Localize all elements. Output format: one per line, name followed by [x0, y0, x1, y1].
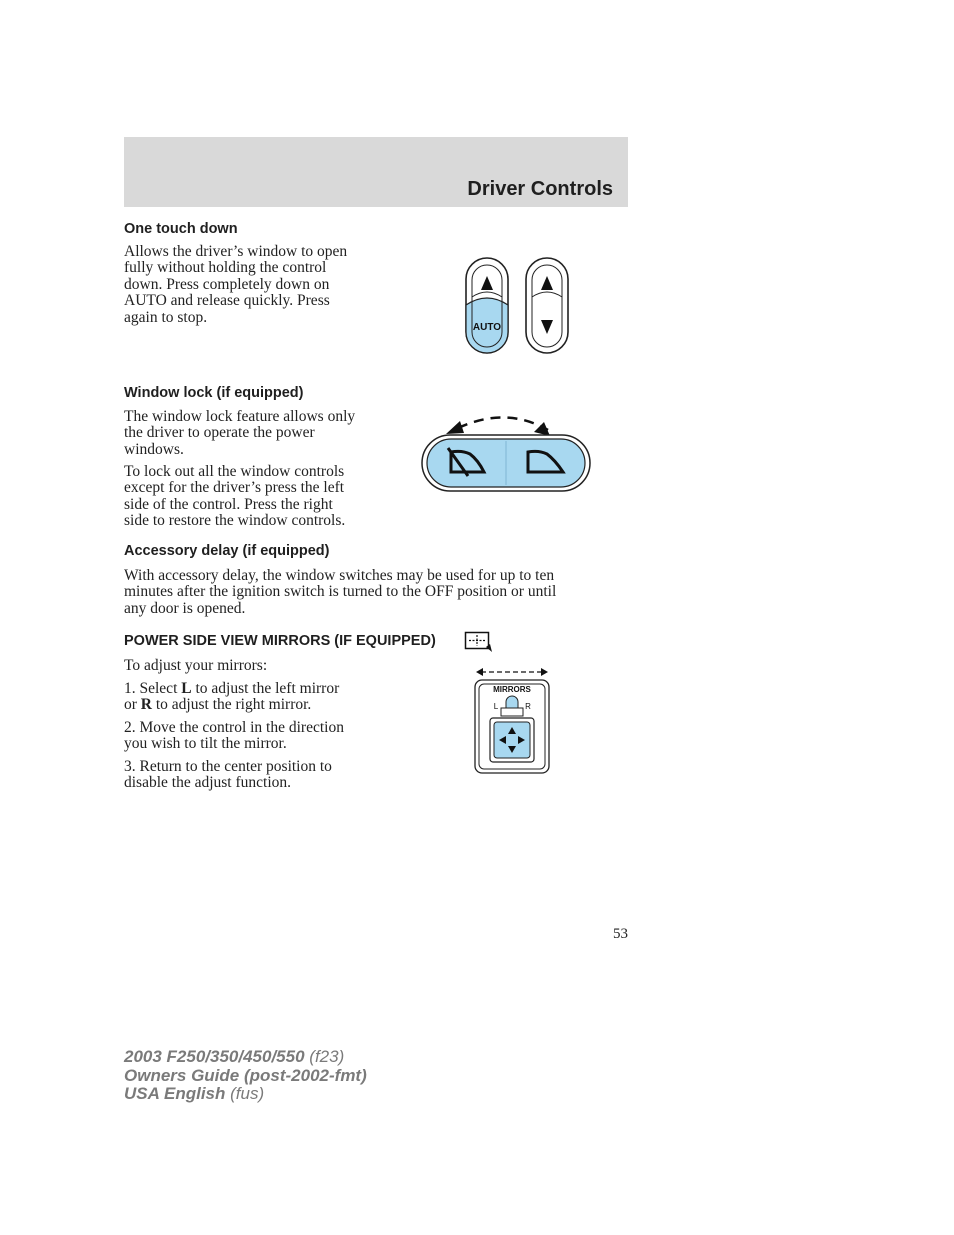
- left-mirror-key: L: [181, 680, 192, 697]
- paragraph-accessory-delay: [124, 568, 624, 617]
- text-line: With accessory delay, the window switches may be used for up to ten: [124, 567, 555, 584]
- left-label: L: [493, 702, 499, 711]
- footer-line: Owners Guide (post-2002-fmt): [124, 1065, 367, 1085]
- text-line: windows.: [124, 440, 184, 458]
- text-line: fully without holding the control: [124, 259, 327, 277]
- page-number: 53: [613, 926, 628, 942]
- section-header-band: [124, 137, 628, 207]
- paragraph-window-lock-instructions: [124, 464, 379, 530]
- heading-accessory-delay: Accessory delay (if equipped): [124, 543, 330, 559]
- text-line: down. Press completely down on: [124, 275, 330, 293]
- mirrors-label: MIRRORS: [493, 685, 531, 694]
- mirrors-step-3: [124, 759, 379, 792]
- left-arrow-icon: [476, 668, 483, 676]
- mirrors-intro: To adjust your mirrors:: [124, 657, 268, 674]
- paragraph-one-touch-down: [124, 244, 379, 326]
- mirrors-step-1: [124, 681, 379, 714]
- heading-power-mirrors: POWER SIDE VIEW MIRRORS (IF EQUIPPED): [124, 633, 436, 649]
- text-line: minutes after the ignition switch is turned to the OFF position or until: [124, 583, 557, 601]
- footer-line: USA English (fus): [124, 1084, 265, 1103]
- document-footer: [124, 1048, 367, 1104]
- text-line: you wish to tilt the mirror.: [124, 735, 287, 753]
- paragraph-window-lock-intro: [124, 409, 379, 458]
- section-title: Driver Controls: [467, 178, 613, 200]
- heading-one-touch-down: One touch down: [124, 221, 238, 237]
- right-mirror-key: R: [140, 696, 152, 714]
- window-switch-illustration: [460, 255, 575, 358]
- text-line: 1. Select L to adjust the left mirror: [124, 680, 340, 697]
- left-arrow-icon: [446, 421, 464, 434]
- window-lock-switch-illustration: [418, 408, 594, 498]
- text-line: Allows the driver’s window to open: [124, 243, 348, 260]
- right-label: R: [525, 702, 531, 711]
- text-line: again to stop.: [124, 308, 208, 326]
- text-line: the driver to operate the power: [124, 424, 315, 442]
- text-line: any door is opened.: [124, 599, 246, 617]
- text-line: or R to adjust the right mirror.: [124, 696, 312, 714]
- text-line: except for the driver’s press the left: [124, 479, 345, 497]
- text-line: side to restore the window controls.: [124, 512, 346, 530]
- text-line: AUTO and release quickly. Press: [124, 292, 330, 310]
- auto-label: AUTO: [472, 322, 502, 333]
- heading-window-lock: Window lock (if equipped): [124, 385, 304, 401]
- text-line: side of the control. Press the right: [124, 495, 333, 513]
- text-line: The window lock feature allows only: [124, 408, 356, 425]
- text-line: 3. Return to the center position to: [124, 758, 332, 775]
- text-line: 2. Move the control in the direction: [124, 719, 344, 736]
- right-arrow-icon: [541, 668, 548, 676]
- text-line: disable the adjust function.: [124, 774, 292, 792]
- text-line: To lock out all the window controls: [124, 463, 345, 480]
- power-mirror-icon: [464, 631, 494, 653]
- footer-line: 2003 F250/350/450/550 (f23): [124, 1047, 345, 1066]
- mirrors-step-2: [124, 720, 379, 753]
- mirror-control-illustration: [472, 664, 552, 776]
